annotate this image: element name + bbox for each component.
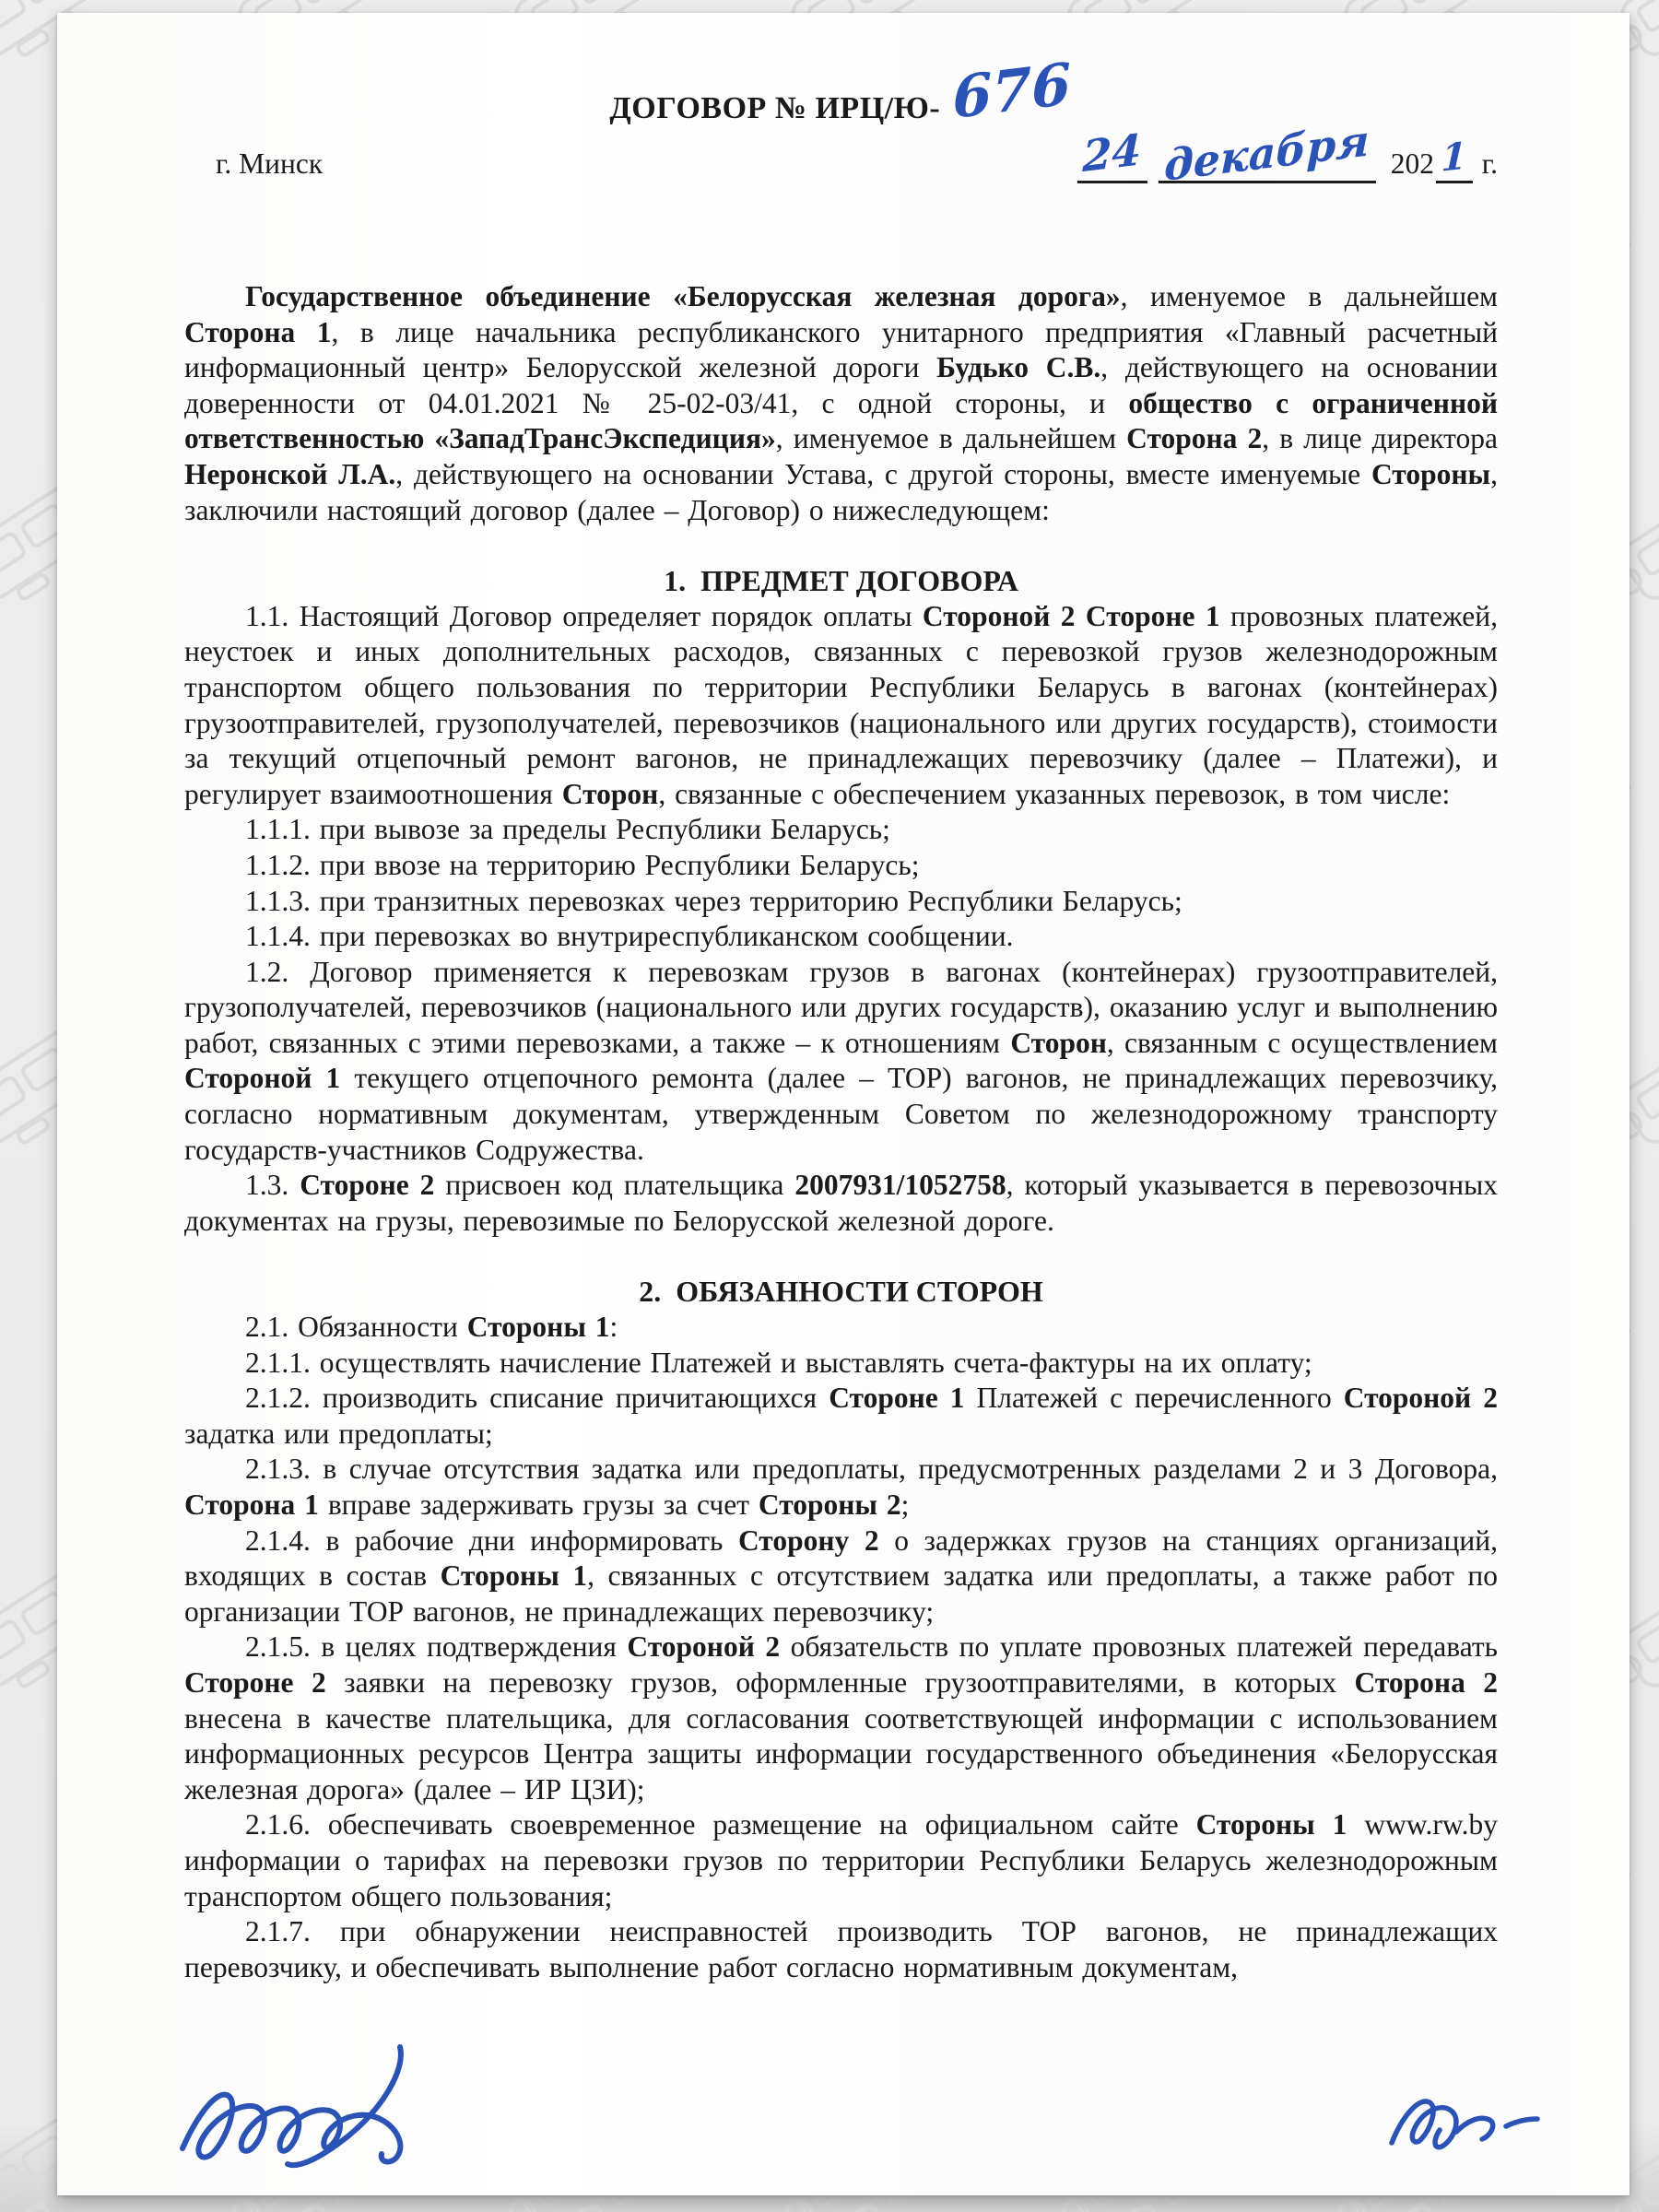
- paragraph: [184, 1524, 1498, 1630]
- text-run: , действующего на основании Устава, с другой стороны, вместе именуемые: [395, 457, 1371, 490]
- bold-text-run: 2007931/1052758: [794, 1169, 1006, 1202]
- text-run: 1.3.: [245, 1169, 300, 1202]
- text-run: вправе задерживать грузы за счет: [318, 1488, 759, 1521]
- bold-text-run: Сторон: [561, 777, 659, 810]
- paragraph: [184, 1381, 1498, 1452]
- text-run: текущего отцепочного ремонта (далее – ТОР) вагонов, не принадлежащих перевозчику, согласно нормативным документам, утвержденным Советом по железнодорожному транспорту государств-участников Содружества.: [184, 1062, 1498, 1166]
- text-run: , именуемое в дальнейшем: [1120, 280, 1498, 312]
- text-run: 1.1. Настоящий Договор определяет порядок оплаты: [245, 599, 923, 632]
- bold-text-run: Стороной 2: [1343, 1382, 1498, 1415]
- text-run: 2.1.4. в рабочие дни информировать: [245, 1524, 738, 1557]
- text-run: , в лице директора: [1262, 422, 1499, 455]
- handwritten-date-day: 24: [1081, 124, 1142, 182]
- bold-text-run: Стороны 2: [758, 1488, 901, 1521]
- bold-text-run: Стороны 1: [1195, 1808, 1347, 1841]
- text-run: 2.1.2. производить списание причитающихся: [245, 1382, 830, 1415]
- text-run: 1.2. Договор применяется к перевозкам грузов в вагонах (контейнерах) грузоотправителей, грузополучателей, перевозчиков (национального или других государств), оказанию услуг и выполнению работ, связанных с этими перевозками, а также – к отношениям: [184, 955, 1498, 1059]
- paragraph: [184, 599, 1498, 813]
- text-run: , связанные с обеспечением указанных перевозок, в том числе:: [658, 777, 1451, 810]
- section-heading: 2. ОБЯЗАННОСТИ СТОРОН: [639, 1275, 1043, 1309]
- text-run: 1.1.1. при вывозе за пределы Республики Беларусь;: [245, 813, 890, 846]
- paragraph: [184, 1346, 1498, 1382]
- bold-text-run: Стороной 1: [184, 1062, 341, 1095]
- text-run: , который указывается в перевозочных документах на грузы, перевозимые по Белорусской железной дороге.: [184, 1169, 1498, 1237]
- bold-text-run: Сторона 2: [1126, 422, 1263, 455]
- paragraph: [184, 884, 1498, 920]
- text-run: :: [609, 1311, 618, 1344]
- section-heading: 1. ПРЕДМЕТ ДОГОВОРА: [664, 564, 1018, 598]
- meta-row: [184, 115, 1498, 191]
- paragraph: [184, 1630, 1498, 1807]
- text-run: ;: [900, 1488, 910, 1521]
- text-run: , в лице начальника республиканского унитарного предприятия «Главный расчетный информационный центр» Белорусской железной дороги: [184, 315, 1498, 384]
- paragraph: [184, 1452, 1498, 1523]
- city-label: г. Минск: [216, 147, 324, 180]
- title-printed: ДОГОВОР № ИРЦ/Ю-: [609, 91, 941, 125]
- text-run: , действующего на основании доверенности от 04.01.2021 № 25-02-03/41, с одной стороны, и: [184, 351, 1498, 419]
- text-run: www.rw.by информации о тарифах на перевозки грузов по территории Республики Беларусь железнодорожным транспортом общего пользования;: [184, 1808, 1498, 1912]
- signature-right: [1379, 2082, 1572, 2170]
- text-run: 1.1.2. при ввозе на территорию Республики Беларусь;: [245, 848, 920, 881]
- date-day-line: [1077, 124, 1147, 183]
- text-run: , связанных с отсутствием задатка или предоплаты, а также работ по организации ТОР вагонов, не принадлежащих перевозчику;: [184, 1559, 1498, 1628]
- signature-left: [168, 2038, 564, 2190]
- paragraph: [184, 955, 1498, 1169]
- text-run: 1.1.3. при транзитных перевозках через территорию Республики Беларусь;: [245, 884, 1182, 917]
- paragraph: [184, 1914, 1498, 1985]
- text-run: , заключили настоящий договор (далее – Договор) о нижеследующем:: [184, 457, 1498, 526]
- bold-text-run: Сторона 1: [184, 315, 332, 348]
- handwritten-date-month: декабря: [1163, 115, 1370, 191]
- text-run: , связанным с осуществлением: [1106, 1026, 1498, 1059]
- paragraph: [184, 812, 1498, 848]
- handwritten-contract-number: 676: [952, 49, 1072, 133]
- text-run: 2.1.3. в случае отсутствия задатка или предоплаты, предусмотренных разделами 2 и 3 Договора,: [245, 1453, 1498, 1486]
- text-run: о задержках грузов на станциях организаций, входящих в состав: [184, 1524, 1498, 1593]
- paragraph: [184, 279, 1498, 528]
- bold-text-run: Сторон: [1010, 1026, 1107, 1059]
- bold-text-run: Стороне 2: [300, 1169, 435, 1202]
- text-run: задатка или предоплаты;: [184, 1417, 493, 1450]
- text-run: присвоен код плательщика: [434, 1169, 795, 1202]
- text-run: 2.1.1. осуществлять начисление Платежей и выставлять счета-фактуры на их оплату;: [245, 1346, 1312, 1379]
- paragraph: [184, 1807, 1498, 1914]
- year-digit-line: [1436, 134, 1473, 183]
- date-block: [1076, 115, 1498, 191]
- bold-text-run: Государственное объединение «Белорусская железная дорога»: [245, 280, 1121, 312]
- date-month-line: [1159, 115, 1376, 191]
- bold-text-run: Сторона 2: [1354, 1665, 1498, 1699]
- bold-text-run: Стороной 2: [627, 1630, 781, 1664]
- text-run: 2.1.7. при обнаружении неисправностей производить ТОР вагонов, не принадлежащих перевозчику, и обеспечивать выполнение работ согласно нормативным документам,: [184, 1915, 1498, 1983]
- paragraph: [184, 919, 1498, 955]
- paragraph: [184, 1310, 1498, 1346]
- text-run: 1.1.4. при перевозках во внутриреспубликанском сообщении.: [245, 920, 1014, 953]
- bold-text-run: Неронской Л.А.: [184, 457, 396, 490]
- text-run: заявки на перевозку грузов, оформленные грузоотправителями, в которых: [325, 1665, 1355, 1699]
- text-run: 2.1. Обязанности: [245, 1311, 467, 1344]
- document-body: [184, 279, 1498, 1985]
- year-suffix: г.: [1481, 147, 1498, 180]
- text-run: Платежей с перечисленного: [964, 1382, 1344, 1415]
- bold-text-run: Стороне 1: [829, 1382, 965, 1415]
- text-run: провозных платежей, неустоек и иных дополнительных расходов, связанных с перевозкой грузов железнодорожным транспортом общего пользования по территории Республики Беларусь в вагонах (контейнерах) грузоотправителей, грузополучателей, перевозчиков (национального или других государств), стоимости за текущий отцепочный ремонт вагонов, не принадлежащих перевозчику (далее – Платежи), и регулирует взаимоотношения: [184, 599, 1498, 810]
- paragraph: [184, 1168, 1498, 1239]
- bold-text-run: Будько С.В.: [936, 351, 1101, 384]
- text-run: , именуемое в дальнейшем: [775, 422, 1127, 455]
- bold-text-run: Стороны 1: [466, 1311, 610, 1344]
- printed-year: 202: [1390, 147, 1435, 180]
- bold-text-run: Сторону 2: [737, 1524, 879, 1557]
- bold-text-run: общество с ограниченной ответственностью «ЗападТрансЭкспедиция»: [184, 386, 1498, 455]
- document-page: [57, 13, 1630, 2195]
- bold-text-run: Сторона 1: [184, 1488, 319, 1521]
- bold-text-run: Стороной 2 Стороне 1: [922, 599, 1220, 632]
- handwritten-year-digit: 1: [1440, 134, 1468, 181]
- bold-text-run: Стороне 2: [184, 1665, 326, 1699]
- text-run: 2.1.6. обеспечивать своевременное размещение на официальном сайте: [245, 1808, 1196, 1841]
- text-run: обязательств по уплате провозных платежей передавать: [780, 1630, 1498, 1664]
- bold-text-run: Стороны: [1371, 457, 1491, 490]
- text-run: 2.1.5. в целях подтверждения: [245, 1630, 628, 1664]
- bold-text-run: Стороны 1: [440, 1559, 588, 1593]
- paragraph: [184, 848, 1498, 884]
- text-run: внесена в качестве плательщика, для согласования соответствующей информации с использованием информационных ресурсов Центра защиты информации государственного объединения «Белорусская железная дорога» (далее – ИР ЦЗИ);: [184, 1701, 1498, 1806]
